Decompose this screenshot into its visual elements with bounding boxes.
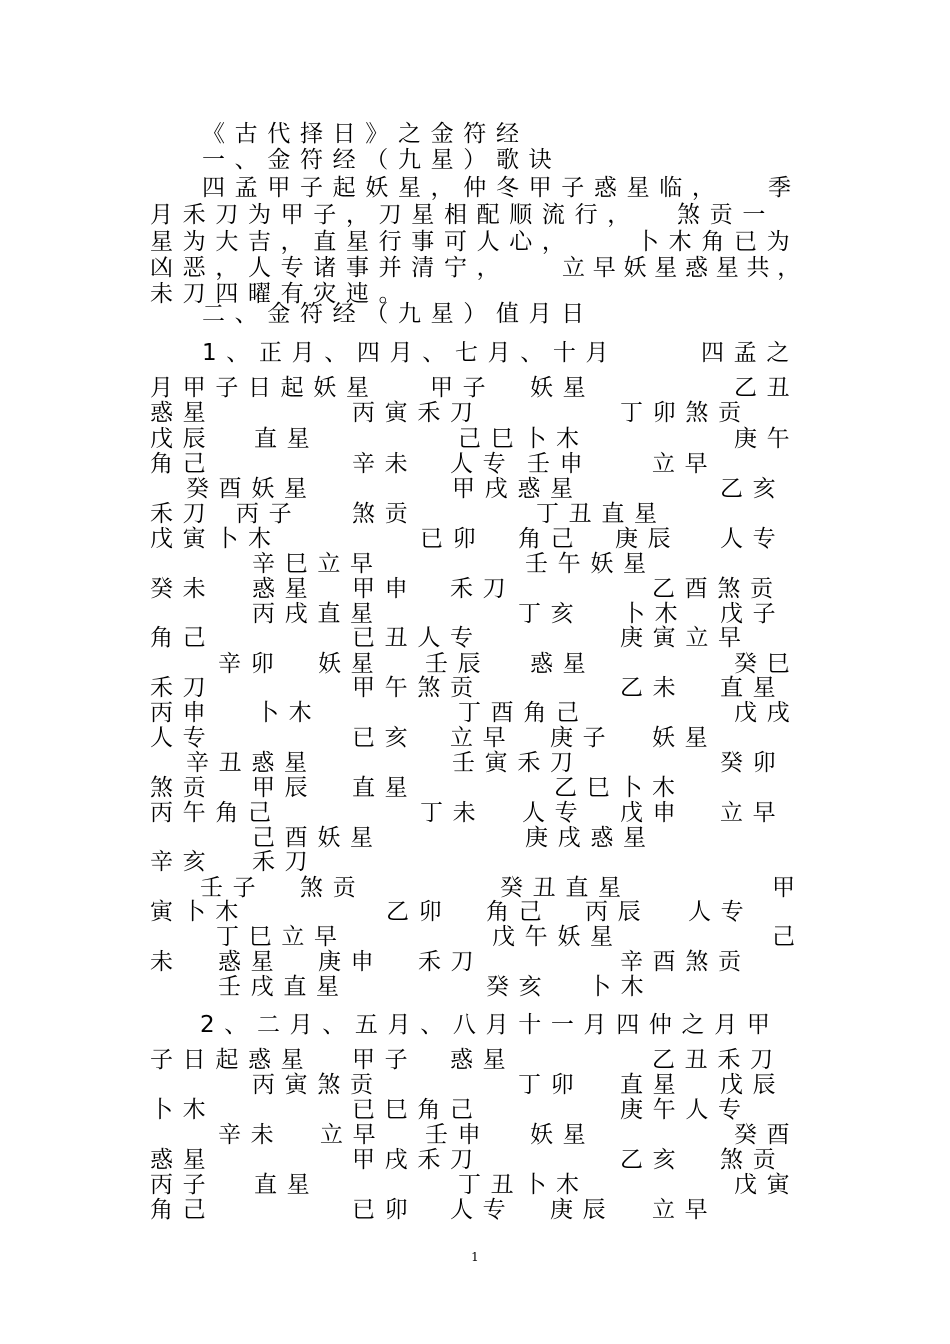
text-segment: 角己 [150, 625, 216, 651]
text-segment: 甲子 [352, 1047, 418, 1073]
text-segment: 乙巳卜木 [554, 775, 685, 801]
text-segment: 丙子 [236, 501, 302, 527]
text-segment: 月禾刀为甲子，刀星相配顺流行， [150, 202, 640, 228]
text-segment: 辛卯 [218, 651, 284, 677]
text-segment: 癸丑直星 [500, 875, 631, 901]
text-segment: 癸巳 [734, 651, 800, 677]
text-segment: 庚寅立早 [620, 625, 751, 651]
text-segment: 甲 [772, 875, 805, 901]
text-segment: 四孟之 [701, 340, 799, 366]
text-segment: 煞贡 [352, 501, 418, 527]
text-segment: 妖星 [318, 651, 384, 677]
text-segment: 禾刀 [150, 501, 216, 527]
text-segment: 煞贡一 [677, 202, 775, 228]
text-line [0, 174, 950, 202]
text-segment: 己巳卜木 [458, 426, 589, 452]
text-segment: 凶恶，人专诸事并清宁， [150, 255, 510, 281]
text-line [0, 799, 950, 827]
text-line [0, 624, 950, 652]
text-segment: 乙丑禾刀 [652, 1047, 783, 1073]
text-segment: 丁巳立早 [216, 924, 347, 950]
text-line [0, 973, 950, 1001]
text-segment: 月甲子日起妖星 [150, 375, 379, 401]
text-line [0, 1071, 950, 1099]
text-segment: 禾刀 [450, 576, 516, 602]
text-line [0, 475, 950, 503]
text-segment: 丁未 [420, 800, 486, 826]
text-segment: 角己 [486, 899, 552, 925]
text-segment: 乙亥 [620, 1147, 686, 1173]
text-line [0, 848, 950, 876]
text-line [0, 699, 950, 727]
text-segment: 惑星 [252, 576, 318, 602]
text-segment: 己酉妖星 [252, 825, 383, 851]
text-segment: 甲子 [430, 375, 496, 401]
text-segment: 立早 [720, 800, 786, 826]
text-segment: 直星 [620, 1072, 686, 1098]
text-segment: 甲午煞贡 [352, 675, 483, 701]
text-line [0, 201, 950, 229]
text-segment: 辛丑惑星 [186, 750, 317, 776]
text-segment: 已巳角己 [352, 1097, 483, 1123]
text-segment: 煞贡 [720, 1147, 786, 1173]
text-line [0, 1196, 950, 1224]
text-segment: 乙卯 [386, 899, 452, 925]
text-segment: 辛亥 [150, 849, 216, 875]
text-segment: 庚午人专 [620, 1097, 751, 1123]
text-segment: 妖星 [652, 725, 718, 751]
text-line [0, 146, 950, 174]
text-segment: 未刀四曜有灾迍。 [150, 281, 412, 307]
text-line [0, 674, 950, 702]
text-segment: 戊辰 [720, 1072, 786, 1098]
text-segment: 辛酉煞贡 [620, 949, 751, 975]
text-segment: 子日起惑星 [150, 1047, 314, 1073]
text-segment: 戊申 [620, 800, 686, 826]
text-segment: 角己 [150, 1197, 216, 1223]
text-segment: 戊寅卜木 [150, 526, 281, 552]
text-segment: 妖星 [530, 1122, 596, 1148]
text-segment: 煞贡 [150, 775, 216, 801]
text-line [0, 1096, 950, 1124]
text-line [0, 450, 950, 478]
text-segment: 壬戌直星 [218, 974, 349, 1000]
text-line [0, 774, 950, 802]
text-segment: 星为大吉，直星行事可人心， [150, 229, 575, 255]
text-segment: 四孟甲子起妖星，仲冬甲子惑星临， [202, 175, 725, 201]
text-segment: 妖星 [530, 375, 596, 401]
text-segment: 乙未 [620, 675, 686, 701]
text-segment: 壬辰 [425, 651, 491, 677]
text-line [0, 1171, 950, 1199]
text-segment: 人专 [450, 1197, 516, 1223]
text-segment: 丙午角己 [150, 800, 281, 826]
text-line [0, 1146, 950, 1174]
text-line [0, 749, 950, 777]
text-line [0, 374, 950, 402]
text-line [0, 923, 950, 951]
text-segment: 人专 [522, 800, 588, 826]
text-line [0, 1121, 950, 1149]
text-segment: 戊戌 [734, 700, 800, 726]
text-segment: 2、二月、五月、八月十一月四仲之月甲 [200, 1012, 780, 1038]
text-segment: 直星 [254, 1172, 320, 1198]
text-segment: 一、金符经（九星）歌诀 [202, 147, 562, 173]
text-segment: 癸卯 [720, 750, 786, 776]
text-segment: 甲戌禾刀 [352, 1147, 483, 1173]
text-line [0, 500, 950, 528]
text-segment: 丁丑直星 [536, 501, 667, 527]
text-segment: 卜木 [256, 700, 322, 726]
text-segment: 已丑人专 [352, 625, 483, 651]
text-segment: 卜木 [622, 601, 688, 627]
text-segment: 丙辰 [585, 899, 651, 925]
text-segment: 立早 [450, 725, 516, 751]
text-segment: 禾刀 [418, 949, 484, 975]
text-segment: 壬午妖星 [525, 551, 656, 577]
text-line [0, 1046, 950, 1074]
text-segment: 已卯 [420, 526, 486, 552]
text-segment: 癸未 [150, 576, 216, 602]
text-line [0, 300, 950, 328]
text-line [0, 724, 950, 752]
text-segment: 辛未 [218, 1122, 284, 1148]
text-segment: 未 [150, 949, 183, 975]
text-segment: 惑星 [150, 400, 216, 426]
page-number: 1 [471, 1250, 479, 1264]
text-segment: 癸亥 [486, 974, 552, 1000]
text-segment: 已亥 [352, 725, 418, 751]
text-segment: 季 [768, 175, 801, 201]
text-segment: 已卯 [352, 1197, 418, 1223]
text-segment: 甲辰 [252, 775, 318, 801]
text-segment: 卜木 [588, 974, 654, 1000]
text-segment: 庚申 [318, 949, 384, 975]
text-segment: 丁酉角己 [458, 700, 589, 726]
text-segment: 庚午 [734, 426, 800, 452]
text-segment: 癸酉 [734, 1122, 800, 1148]
text-segment: 直星 [254, 426, 320, 452]
text-segment: 立早 [652, 451, 718, 477]
text-segment: 寅卜木 [150, 899, 248, 925]
text-segment: 庚戌惑星 [525, 825, 656, 851]
text-line [0, 339, 950, 367]
text-line [0, 1011, 950, 1039]
text-segment: 角己 [150, 451, 216, 477]
text-segment: 戊辰 [150, 426, 216, 452]
text-segment: 丙戌直星 [252, 601, 383, 627]
text-segment: 戊午妖星 [492, 924, 623, 950]
text-segment: 癸酉妖星 [186, 476, 317, 502]
text-segment: 惑星 [530, 651, 596, 677]
text-segment: 惑星 [150, 1147, 216, 1173]
text-segment: 立早妖星惑星共， [562, 255, 808, 281]
text-line [0, 120, 950, 148]
text-segment: 己 [772, 924, 805, 950]
text-segment: 丁丑卜木 [458, 1172, 589, 1198]
text-segment: 壬子 [200, 875, 266, 901]
text-segment: 禾刀 [252, 849, 318, 875]
text-segment: 戊寅 [734, 1172, 800, 1198]
text-segment: 惑星 [218, 949, 284, 975]
text-segment: 乙酉煞贡 [652, 576, 783, 602]
text-segment: 角己 [518, 526, 584, 552]
text-segment: 禾刀 [150, 675, 216, 701]
text-segment: 人专 [720, 526, 786, 552]
text-segment: 丁卯 [518, 1072, 584, 1098]
text-line [0, 425, 950, 453]
text-segment: 甲申 [352, 576, 418, 602]
text-segment: 立早 [320, 1122, 386, 1148]
text-segment: 丙寅禾刀 [352, 400, 483, 426]
text-segment: 庚辰 [550, 1197, 616, 1223]
text-segment: 煞贡 [300, 875, 366, 901]
text-segment: 甲戌惑星 [452, 476, 583, 502]
text-segment: 人专 [450, 451, 516, 477]
text-segment: 庚辰 [615, 526, 681, 552]
text-line [0, 399, 950, 427]
text-segment: 1、正月、四月、七月、十月 [202, 340, 619, 366]
text-segment: 壬寅禾刀 [452, 750, 583, 776]
text-line [0, 525, 950, 553]
text-segment: 惑星 [450, 1047, 516, 1073]
text-segment: 壬申 [527, 451, 593, 477]
text-segment: 庚子 [550, 725, 616, 751]
text-segment: 立早 [652, 1197, 718, 1223]
text-line [0, 228, 950, 256]
text-segment: 人专 [150, 725, 216, 751]
text-segment: 直星 [720, 675, 786, 701]
text-segment: 卜木 [150, 1097, 216, 1123]
text-segment: 丙寅煞贡 [252, 1072, 383, 1098]
text-segment: 壬申 [425, 1122, 491, 1148]
text-segment: 卜木角已为 [636, 229, 800, 255]
text-segment: 《古代择日》之金符经 [202, 121, 529, 147]
text-segment: 丁亥 [518, 601, 584, 627]
text-line [0, 898, 950, 926]
text-segment: 丁卯煞贡 [620, 400, 751, 426]
text-line [0, 575, 950, 603]
text-line [0, 948, 950, 976]
text-segment: 乙丑 [734, 375, 800, 401]
text-segment: 辛巳立早 [252, 551, 383, 577]
text-segment: 丙申 [150, 700, 216, 726]
text-segment: 二、金符经（九星）值月日 [202, 301, 594, 327]
text-segment: 直星 [352, 775, 418, 801]
text-segment: 辛未 [352, 451, 418, 477]
text-segment: 丙子 [150, 1172, 216, 1198]
text-segment: 人专 [688, 899, 754, 925]
text-line [0, 550, 950, 578]
text-segment: 乙亥 [720, 476, 786, 502]
text-line [0, 254, 950, 282]
text-segment: 戊子 [720, 601, 786, 627]
